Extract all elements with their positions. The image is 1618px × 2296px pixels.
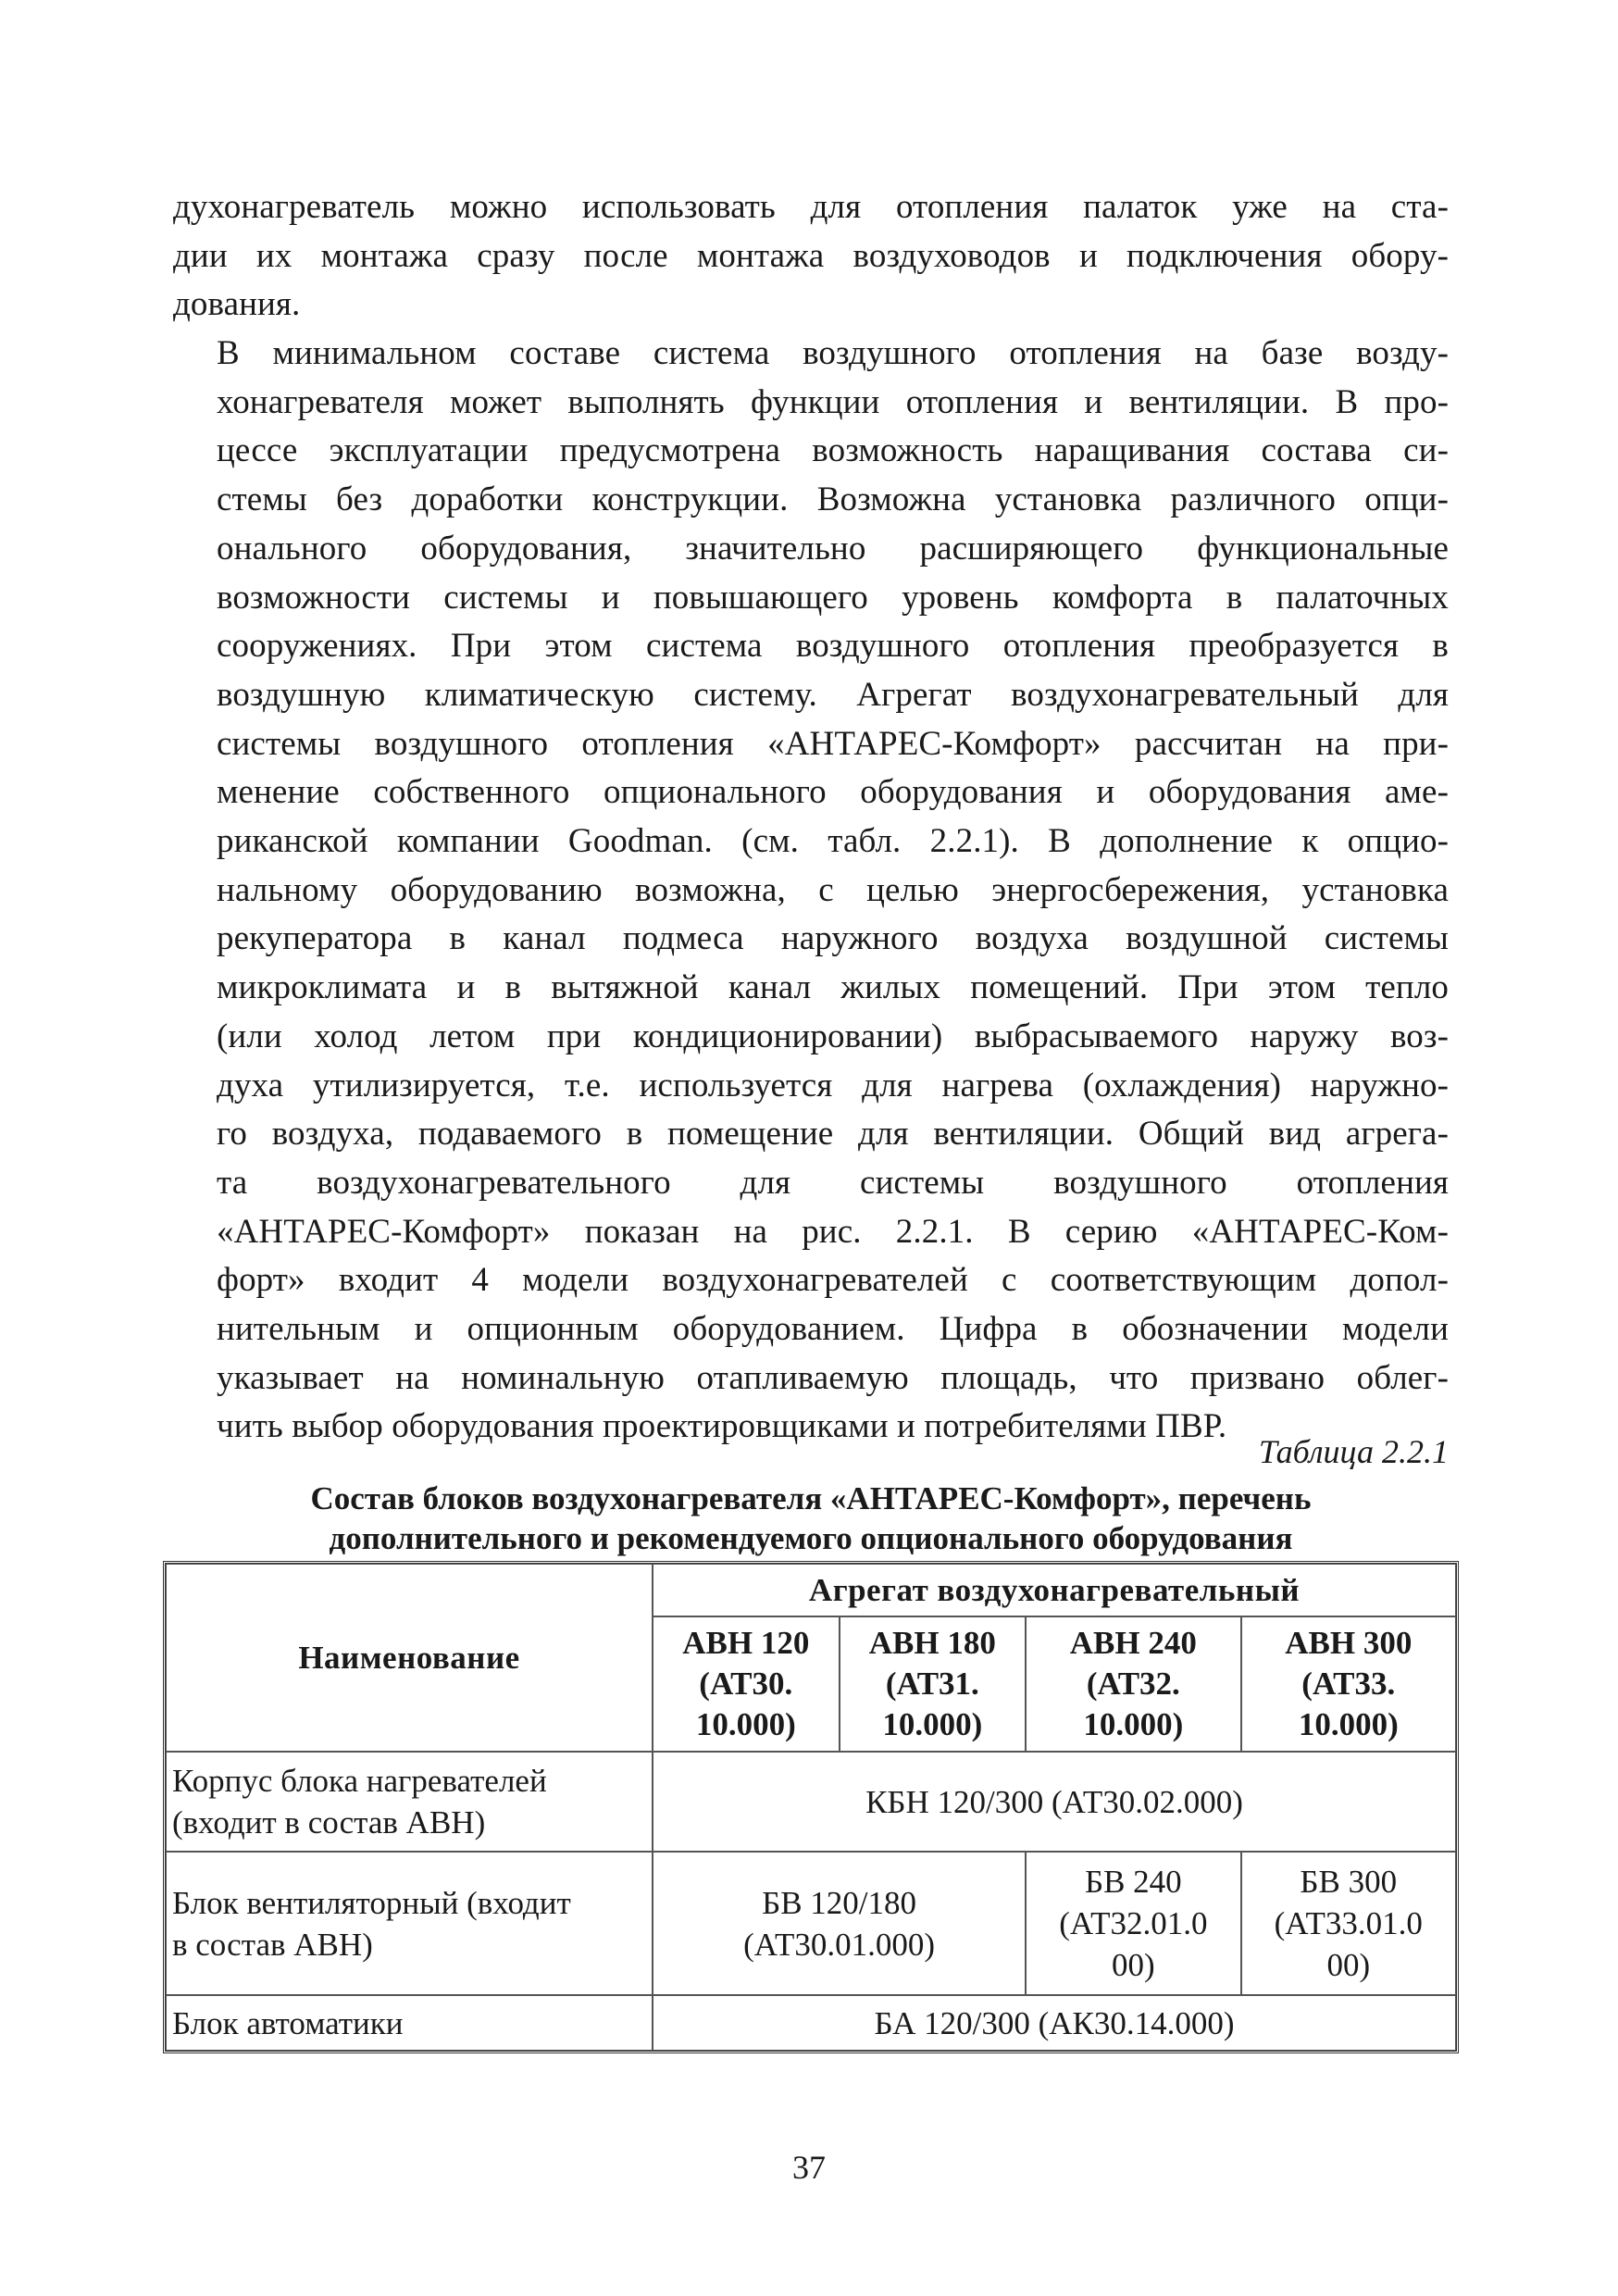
- text-line: сооружениях. При этом система воздушного отопления преобразуется в: [217, 627, 1449, 666]
- row-name: [166, 1752, 653, 1852]
- model-line: 10.000): [882, 1706, 983, 1742]
- header-name: Наименование: [166, 1564, 653, 1752]
- value-line: (АТ30.01.000): [743, 1926, 935, 1963]
- row-value: [653, 1852, 1026, 1995]
- header-model: [1241, 1616, 1456, 1752]
- equipment-table: [163, 1561, 1459, 2053]
- text-line: микроклимата и в вытяжной канал жилых помещений. При этом тепло: [217, 968, 1449, 1007]
- text-line: духа утилизируется, т.е. используется для нагрева (охлаждения) наружно-: [217, 1066, 1449, 1104]
- table-row: [166, 1995, 1456, 2051]
- model-line: (АТ31.: [885, 1666, 979, 1702]
- table-title-line: дополнительного и рекомендуемого опционального оборудования: [329, 1520, 1293, 1556]
- row-name-line: в состав АВН): [172, 1926, 373, 1963]
- row-value: [1241, 1852, 1456, 1995]
- value-line: БВ 240: [1084, 1864, 1182, 1900]
- model-line: 10.000): [1083, 1706, 1184, 1742]
- value-line: БВ 120/180: [762, 1884, 917, 1921]
- table-row: [166, 1852, 1456, 1995]
- row-name: Блок автоматики: [166, 1995, 653, 2051]
- model-line: АВН 180: [868, 1625, 996, 1661]
- paragraph-main: [173, 330, 1449, 1452]
- value-line: (АТ33.01.0: [1274, 1905, 1423, 1941]
- text-line: системы воздушного отопления «АНТАРЕС-Комфорт» рассчитан на при-: [217, 724, 1449, 763]
- text-line: цессе эксплуатации предусмотрена возможность наращивания состава си-: [217, 431, 1449, 470]
- row-name: [166, 1852, 653, 1995]
- text-line: В минимальном составе система воздушного отопления на базе возду-: [217, 334, 1449, 372]
- text-line: дования.: [173, 285, 301, 324]
- value-line: 00): [1326, 1947, 1371, 1983]
- row-name-line: (входит в состав АВН): [172, 1804, 486, 1841]
- paragraph-body: [173, 330, 1449, 1452]
- text-line: (или холод летом при кондиционировании) выбрасываемого наружу воз-: [217, 1017, 1449, 1055]
- text-line: менение собственного опционального оборудования и оборудования аме-: [217, 773, 1449, 812]
- text-line: чить выбор оборудования проектировщиками и потребителями ПВР.: [217, 1407, 1227, 1446]
- header-model: [1026, 1616, 1240, 1752]
- table-title-line: Состав блоков воздухонагревателя «АНТАРЕС-Комфорт», перечень: [310, 1480, 1312, 1516]
- model-line: (АТ30.: [699, 1666, 793, 1702]
- text-line: риканской компании Goodman. (см. табл. 2.2.1). В дополнение к опцио-: [217, 822, 1449, 861]
- text-line: форт» входит 4 модели воздухонагревателей с соответствующим допол-: [217, 1261, 1449, 1300]
- text-line: рекуператора в канал подмеса наружного воздуха воздушной системы: [217, 919, 1449, 958]
- value-line: (АТ32.01.0: [1059, 1905, 1208, 1941]
- text-line: та воздухонагревательного для системы воздушного отопления: [217, 1163, 1449, 1202]
- row-name-line: Блок вентиляторный (входит: [172, 1884, 571, 1921]
- model-line: 10.000): [1298, 1706, 1399, 1742]
- text-line: хонагревателя может выполнять функции отопления и вентиляции. В про-: [217, 382, 1449, 421]
- header-model: [653, 1616, 840, 1752]
- text-line: го воздуха, подаваемого в помещение для вентиляции. Общий вид агрега-: [217, 1115, 1449, 1154]
- model-line: АВН 120: [682, 1625, 810, 1661]
- model-line: АВН 300: [1285, 1625, 1413, 1661]
- row-value: КБН 120/300 (АТ30.02.000): [653, 1752, 1456, 1852]
- row-value: БА 120/300 (АК30.14.000): [653, 1995, 1456, 2051]
- model-line: (АТ32.: [1086, 1666, 1180, 1702]
- text-line: онального оборудования, значительно расширяющего функциональные: [217, 529, 1449, 568]
- page-number: 37: [792, 2149, 826, 2186]
- row-name-line: Корпус блока нагревателей: [172, 1763, 547, 1799]
- text-line: духонагреватель можно использовать для отопления палаток уже на ста-: [173, 188, 1449, 226]
- text-line: воздушную климатическую систему. Агрегат воздухонагревательный для: [217, 675, 1449, 714]
- paragraph-continuation: [173, 183, 1449, 330]
- table-caption: Таблица 2.2.1: [1258, 1433, 1449, 1470]
- text-line: возможности системы и повышающего уровень комфорта в палаточных: [217, 578, 1449, 617]
- row-value: [1026, 1852, 1240, 1995]
- model-line: 10.000): [695, 1706, 796, 1742]
- model-line: АВН 240: [1069, 1625, 1197, 1661]
- table-header-row: [166, 1564, 1456, 1616]
- model-line: (АТ33.: [1301, 1666, 1396, 1702]
- value-line: БВ 300: [1300, 1864, 1398, 1900]
- header-model: [840, 1616, 1027, 1752]
- text-line: нальному оборудованию возможна, с целью энергосбережения, установка: [217, 870, 1449, 909]
- value-line: 00): [1112, 1947, 1155, 1983]
- text-line: нительным и опционным оборудованием. Цифра в обозначении модели: [217, 1310, 1449, 1349]
- text-line: «АНТАРЕС-Комфорт» показан на рис. 2.2.1. В серию «АНТАРЕС-Ком-: [217, 1212, 1449, 1251]
- table-title: [173, 1479, 1449, 1558]
- text-line: дии их монтажа сразу после монтажа воздуховодов и подключения обору-: [173, 236, 1449, 275]
- header-group: Агрегат воздухонагревательный: [653, 1564, 1456, 1616]
- text-line: указывает на номинальную отапливаемую площадь, что призвано облег-: [217, 1358, 1449, 1397]
- table-row: [166, 1752, 1456, 1852]
- text-line: стемы без доработки конструкции. Возможна установка различного опци-: [217, 480, 1449, 519]
